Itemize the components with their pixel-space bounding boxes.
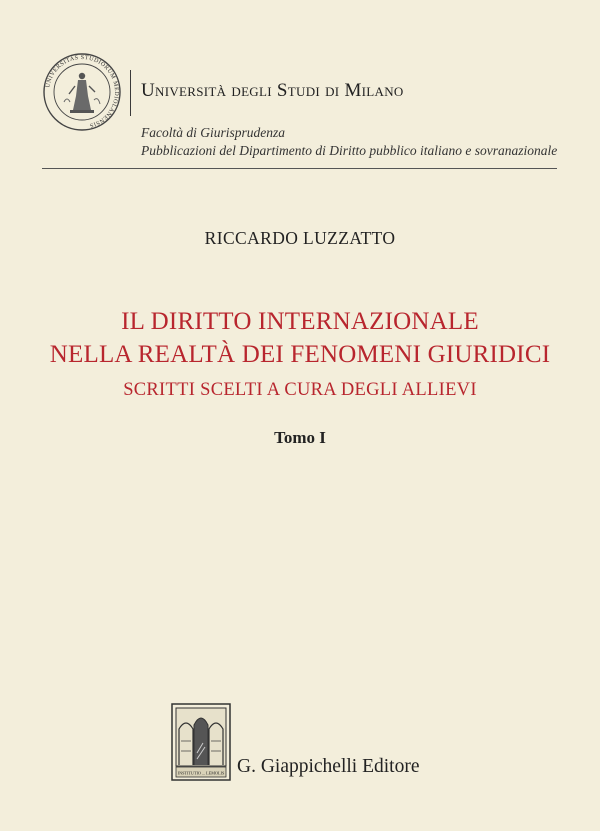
university-seal-icon — [42, 52, 122, 132]
book-title — [0, 305, 600, 371]
header-divider — [130, 70, 131, 116]
faculty-block — [141, 124, 557, 160]
author-name: RICCARDO LUZZATTO — [204, 228, 396, 248]
volume-label: Tomo I — [274, 428, 326, 447]
title-line-2: NELLA REALTÀ DEI FENOMENI GIURIDICI — [49, 341, 551, 368]
publisher-logo-icon — [171, 703, 231, 781]
title-line-1: IL DIRITTO INTERNAZIONALE — [121, 308, 479, 335]
publisher-name: G. Giappichelli Editore — [237, 756, 420, 777]
header-rule — [42, 168, 557, 169]
university-name: Università degli Studi di Milano — [141, 80, 404, 101]
faculty-name: Facoltà di Giurisprudenza — [141, 125, 285, 140]
book-subtitle: SCRITTI SCELTI A CURA DEGLI ALLIEVI — [123, 380, 477, 400]
department-series: Pubblicazioni del Dipartimento di Diritto pubblico italiano e sovranazionale — [141, 143, 558, 158]
seal-text: UNIVERSITAS STUDIORUM MEDIOLANENSIS — [45, 54, 120, 129]
logo-text: INSTITUTIO ... LEMOLIS — [177, 770, 225, 776]
